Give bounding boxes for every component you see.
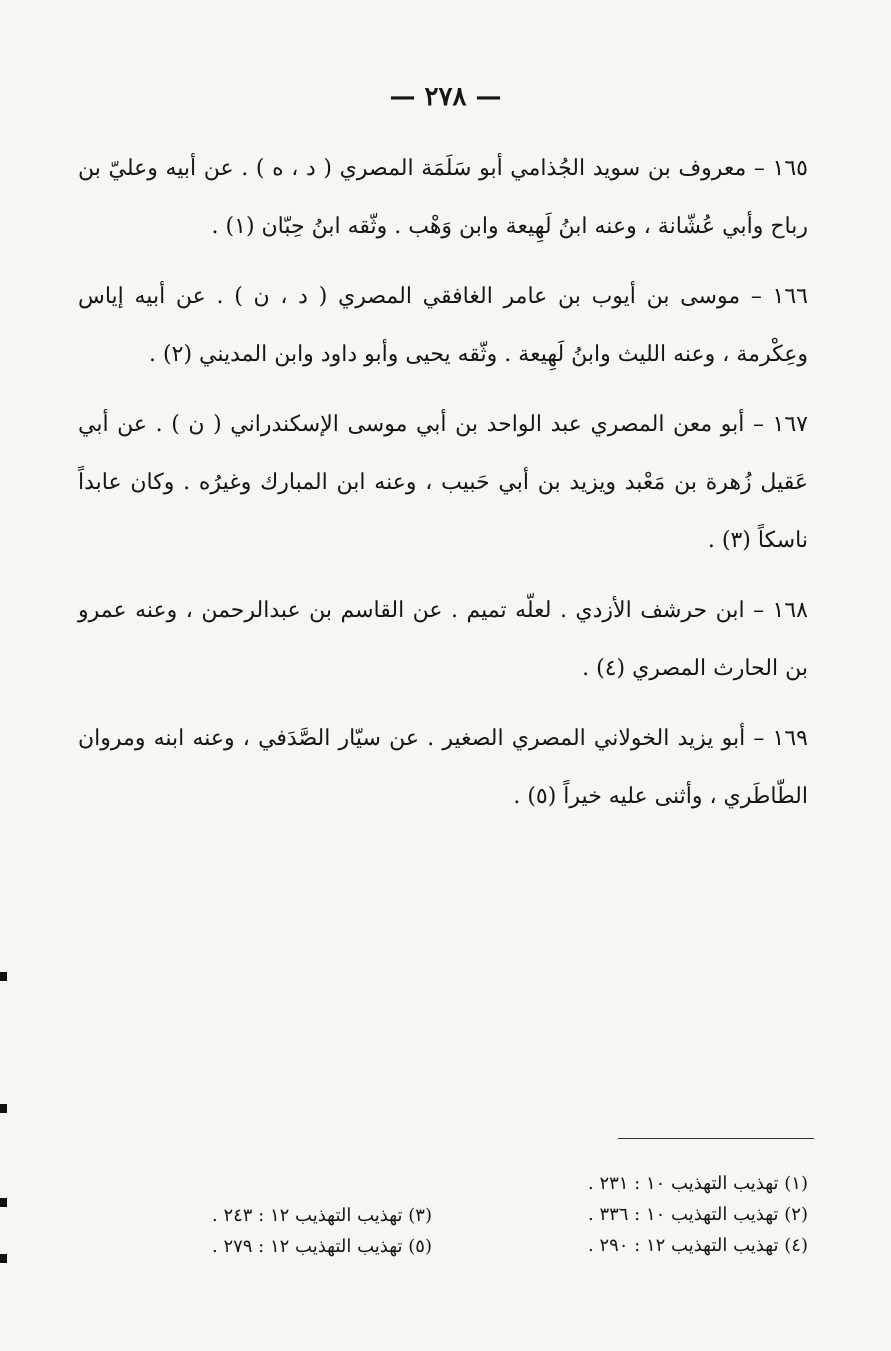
entry-169: ١٦٩ – أبو يزيد الخولاني المصري الصغير . عن سيّار الصَّدَفي ، وعنه ابنه ومروان الطّاطَري ، وأثنى عليه خيراً (٥) . <box>78 726 808 809</box>
entry-165: ١٦٥ – معروف بن سويد الجُذامي أبو سَلَمَة المصري ( د ، ه ) . عن أبيه وعليّ بن رباح وأبي عُشّانة ، وعنه ابنُ لَهِيعة وابن وَهْب . وثّقه ابنُ حِبّان (١) . <box>78 156 808 239</box>
footnote-1: (١) تهذيب التهذيب ١٠ : ٢٣١ . <box>587 1173 808 1194</box>
footnote-5: (٥) تهذيب التهذيب ١٢ : ٢٧٩ . <box>211 1236 432 1257</box>
binding-edge-mark <box>0 1198 7 1207</box>
footnote-4: (٤) تهذيب التهذيب ١٢ : ٢٩٠ . <box>587 1235 808 1256</box>
entry-166: ١٦٦ – موسى بن أيوب بن عامر الغافقي المصري ( د ، ن ) . عن أبيه إياس وعِكْرمة ، وعنه الليث وابنُ لَهِيعة . وثّقه يحيى وأبو داود وابن المديني (٢) . <box>78 284 808 367</box>
binding-edge-mark <box>0 1254 7 1263</box>
entries <box>78 140 808 838</box>
footnotes-right-column <box>520 1168 808 1261</box>
footnote-3: (٣) تهذيب التهذيب ١٢ : ٢٤٣ . <box>211 1205 432 1226</box>
entry-168: ١٦٨ – ابن حرشف الأزدي . لعلّه تميم . عن القاسم بن عبدالرحمن ، وعنه عمرو بن الحارث المصري (٤) . <box>78 598 808 681</box>
footnote-2: (٢) تهذيب التهذيب ١٠ : ٣٣٦ . <box>587 1204 808 1225</box>
binding-edge-mark <box>0 972 7 981</box>
entry-167: ١٦٧ – أبو معن المصري عبد الواحد بن أبي موسى الإسكندراني ( ن ) . عن أبي عَقيل زُهرة بن مَعْبد ويزيد بن أبي حَبيب ، وعنه ابن المبارك وغيرُه . وكان عابداً ناسكاً (٣) . <box>78 412 808 553</box>
binding-edge-mark <box>0 1104 7 1113</box>
footnotes-left-column <box>150 1200 432 1262</box>
footnote-divider <box>618 1138 814 1139</box>
page-number: — ٢٧٨ — <box>389 82 502 112</box>
